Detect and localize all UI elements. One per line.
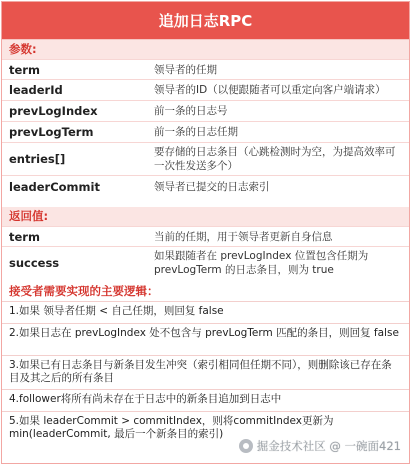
param-desc: 领导者的任期 xyxy=(154,63,217,76)
watermark-text: 掘金技术社区 @ 一碗面421 xyxy=(256,439,401,453)
logic-item: 4.follower将所有尚未存在于日志中的新条目追加到日志中 xyxy=(2,389,409,411)
juejin-logo-icon xyxy=(239,439,253,453)
param-name: leaderCommit xyxy=(9,179,100,194)
param-row xyxy=(2,59,409,79)
logic-section xyxy=(2,282,409,445)
param-row xyxy=(2,175,409,197)
param-name: prevLogTerm xyxy=(9,125,94,139)
params-section xyxy=(2,40,409,197)
logic-header: 接受者需要实现的主要逻辑： xyxy=(2,282,409,301)
return-row xyxy=(2,226,409,246)
param-row xyxy=(2,121,409,142)
watermark xyxy=(239,438,401,454)
logic-item: 3.如果已有日志条目与新条目发生冲突（索引相同但任期不同），则删除该已存在条目及其之后的所有条目 xyxy=(2,355,409,389)
params-header: 参数: xyxy=(2,40,409,59)
param-row xyxy=(2,142,409,175)
returns-header: 返回值: xyxy=(2,207,409,226)
param-desc: 要存储的日志条目（心跳检测时为空，为提高效率可一次性发送多个） xyxy=(154,146,396,172)
logic-item: 5.如果 leaderCommit > commitIndex，则将commitIndex更新为 min(leaderCommit, 最后一个新条目的索引) xyxy=(2,411,409,445)
return-name: term xyxy=(9,229,40,244)
param-desc: 领导者的ID（以便跟随者可以重定向客户端请求） xyxy=(154,84,386,96)
param-name: entries[] xyxy=(9,152,66,166)
param-desc: 领导者已提交的日志索引 xyxy=(154,180,270,193)
return-name: success xyxy=(9,256,60,270)
logic-item: 1.如果 领导者任期 < 自己任期，则回复 false xyxy=(2,301,409,323)
param-name: leaderId xyxy=(9,83,63,97)
card-title: 追加日志RPC xyxy=(2,2,409,40)
return-desc: 当前的任期，用于领导者更新自身信息 xyxy=(154,230,333,243)
return-row xyxy=(2,246,409,279)
logic-item: 2.如果日志在 prevLogIndex 处不包含与 prevLogTerm 匹配的条目，则回复 false xyxy=(2,323,409,355)
param-name: prevLogIndex xyxy=(9,104,98,118)
param-desc: 前一条的日志号 xyxy=(154,105,228,117)
return-desc: 如果跟随者在 prevLogIndex 位置包含任期为 prevLogTerm 的日志条目，则为 true xyxy=(154,250,369,276)
param-row xyxy=(2,100,409,121)
rpc-card xyxy=(1,1,410,464)
param-row xyxy=(2,79,409,100)
param-name: term xyxy=(9,62,40,77)
returns-section xyxy=(2,207,409,279)
param-desc: 前一条的日志任期 xyxy=(154,126,238,138)
